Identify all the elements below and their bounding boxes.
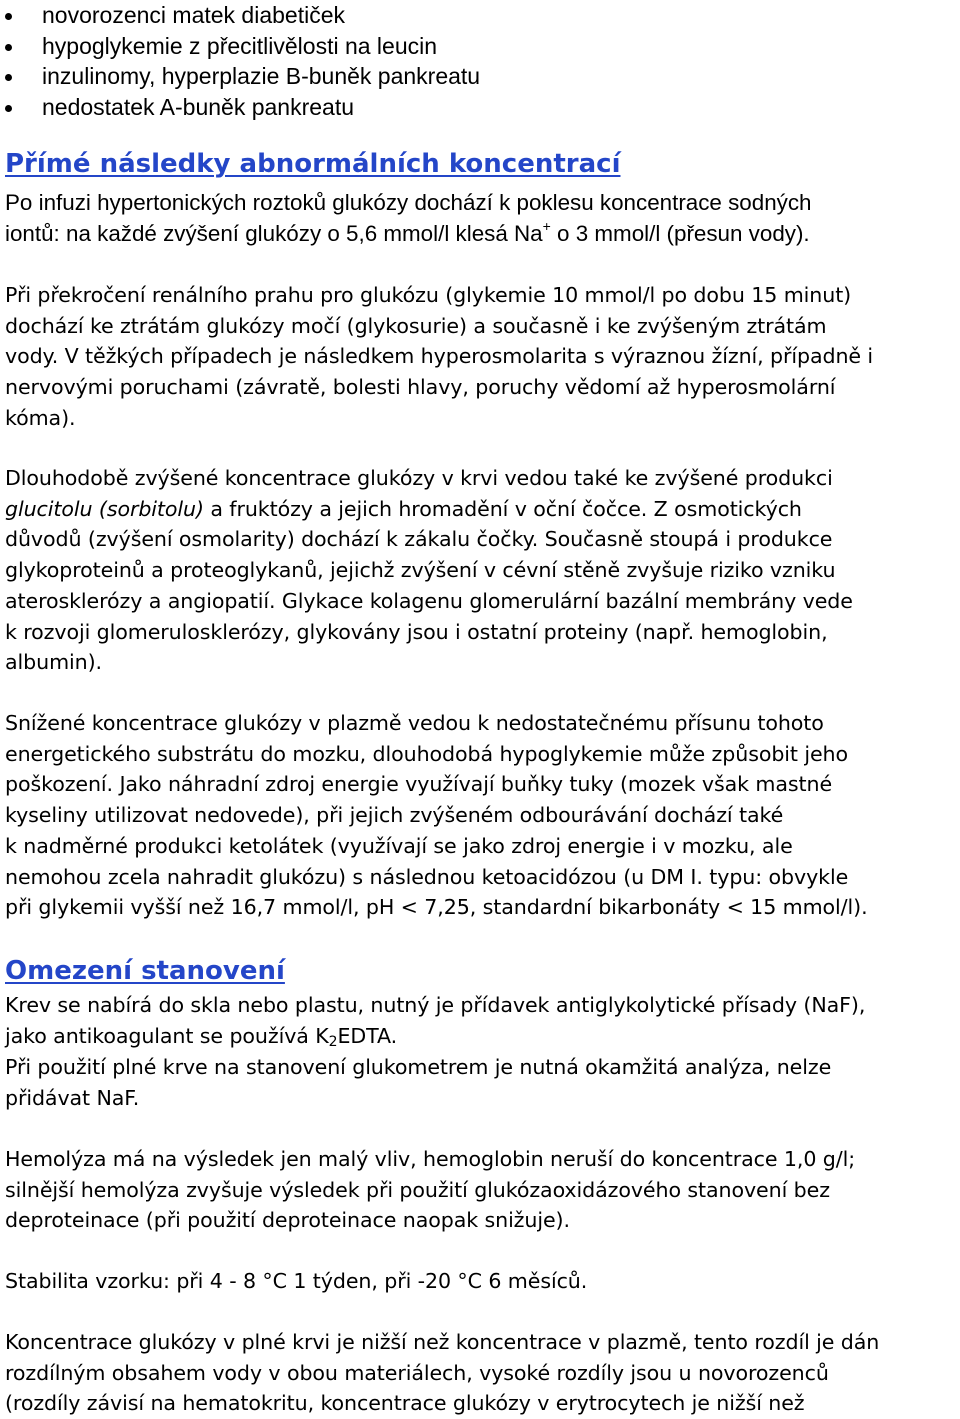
text-line: dochází ke ztrátám glukózy močí (glykosurie) a současně i ke zvýšeným ztrátám bbox=[5, 313, 827, 338]
text-line: nervovými poruchami (závratě, bolesti hlavy, poruchy vědomí až hyperosmolární bbox=[5, 375, 836, 400]
text-line: silnější hemolýza zvyšuje výsledek při použití glukózaoxidázového stanovení bez bbox=[5, 1177, 830, 1202]
list-item: hypoglykemie z přecitlivělosti na leucin bbox=[0, 31, 480, 62]
text-span: EDTA. bbox=[337, 1023, 398, 1048]
list-item: novorozenci matek diabetiček bbox=[0, 0, 480, 31]
text-line: deproteinace (při použití deproteinace naopak snižuje). bbox=[5, 1208, 570, 1233]
text-line: albumin). bbox=[5, 650, 102, 675]
text-line: k rozvoji glomerulosklerózy, glykovány jsou i ostatní proteiny (např. hemoglobin, bbox=[5, 619, 828, 644]
text-line: kyseliny utilizovat nedovede), při jejich zvýšeném odbourávání dochází také bbox=[5, 803, 784, 828]
text-line: glykoproteinů a proteoglykanů, jejichž zvýšení v cévní stěně zvyšuje riziko vzniku bbox=[5, 558, 836, 583]
text-span: iontů: na každé zvýšení glukózy o 5,6 mmol/l klesá Na bbox=[5, 221, 543, 246]
text-line: Dlouhodobě zvýšené koncentrace glukózy v krvi vedou také ke zvýšené produkci bbox=[5, 466, 833, 490]
section-heading-consequences: Přímé následky abnormálních koncentrací bbox=[5, 149, 621, 179]
text-line: (rozdíly závisí na hematokritu, koncentrace glukózy v erytrocytech je nižší než bbox=[5, 1391, 805, 1416]
text-line: Krev se nabírá do skla nebo plastu, nutný je přídavek antiglykolytické přísady (NaF), bbox=[5, 993, 866, 1017]
paragraph-whole-blood bbox=[5, 1327, 960, 1419]
text-line: Stabilita vzorku: při 4 - 8 °C 1 týden, při -20 °C 6 měsíců. bbox=[5, 1269, 588, 1293]
paragraph-stability bbox=[5, 1266, 960, 1297]
text-span: a fruktózy a jejich hromadění v oční čočce. Z osmotických bbox=[203, 496, 802, 521]
text-line: přidávat NaF. bbox=[5, 1085, 140, 1110]
text-span: jako antikoagulant se používá K bbox=[5, 1023, 329, 1048]
paragraph-long-term bbox=[5, 463, 960, 678]
cause-list bbox=[0, 0, 480, 122]
list-item: inzulinomy, hyperplazie B-buněk pankreatu bbox=[0, 61, 480, 92]
text-line: při glykemii vyšší než 16,7 mmol/l, pH < 7,25, standardní bikarbonáty < 15 mmol/l). bbox=[5, 895, 868, 920]
text-line: rozdílným obsahem vody v obou materiálech, vysoké rozdíly jsou u novorozenců bbox=[5, 1360, 829, 1385]
paragraph-hypoglycemia bbox=[5, 708, 960, 923]
text-line bbox=[5, 494, 960, 525]
subscript: 2 bbox=[328, 1033, 338, 1050]
text-line bbox=[5, 1021, 960, 1052]
text-line: Hemolýza má na výsledek jen malý vliv, hemoglobin neruší do koncentrace 1,0 g/l; bbox=[5, 1147, 856, 1171]
superscript: + bbox=[542, 218, 551, 234]
text-line: Koncentrace glukózy v plné krvi je nižší než koncentrace v plazmě, tento rozdíl je dán bbox=[5, 1330, 880, 1354]
list-item: nedostatek A-buněk pankreatu bbox=[0, 92, 480, 123]
text-line: vody. V těžkých případech je následkem hyperosmolarita s výraznou žízní, případně i bbox=[5, 344, 874, 369]
text-line bbox=[5, 218, 960, 249]
paragraph-hemolysis bbox=[5, 1144, 960, 1236]
text-line: Po infuzi hypertonických roztoků glukózy dochází k poklesu koncentrace sodných bbox=[5, 190, 812, 215]
text-span: o 3 mmol/l (přesun vody). bbox=[550, 221, 810, 246]
text-line: poškození. Jako náhradní zdroj energie využívají buňky tuky (mozek však mastné bbox=[5, 772, 833, 797]
text-line: k nadměrné produkci ketolátek (využívají se jako zdroj energie i v mozku, ale bbox=[5, 833, 793, 858]
paragraph-renal-threshold bbox=[5, 280, 960, 434]
text-line: důvodů (zvýšení osmolarity) dochází k zákalu čočky. Současně stoupá i produkce bbox=[5, 527, 833, 552]
text-line: kóma). bbox=[5, 405, 76, 430]
text-line: nemohou zcela nahradit glukózu) s následnou ketoacidózou (u DM I. typu: obvykle bbox=[5, 864, 849, 889]
text-line: energetického substrátu do mozku, dlouhodobá hypoglykemie může způsobit jeho bbox=[5, 741, 848, 766]
text-line: Při překročení renálního prahu pro glukózu (glykemie 10 mmol/l po dobu 15 minut) bbox=[5, 283, 852, 307]
text-line: aterosklerózy a angiopatií. Glykace kolagenu glomerulární bazální membrány vede bbox=[5, 588, 853, 613]
paragraph-sampling bbox=[5, 990, 960, 1051]
text-line: Při použití plné krve na stanovení glukometrem je nutná okamžitá analýza, nelze bbox=[5, 1055, 832, 1079]
italic-term: glucitolu (sorbitolu) bbox=[5, 496, 204, 521]
section-heading-limitations: Omezení stanovení bbox=[5, 956, 285, 986]
paragraph-infusion bbox=[5, 187, 960, 249]
text-line: Snížené koncentrace glukózy v plazmě vedou k nedostatečnému přísunu tohoto bbox=[5, 711, 824, 735]
paragraph-glucometer bbox=[5, 1052, 960, 1113]
